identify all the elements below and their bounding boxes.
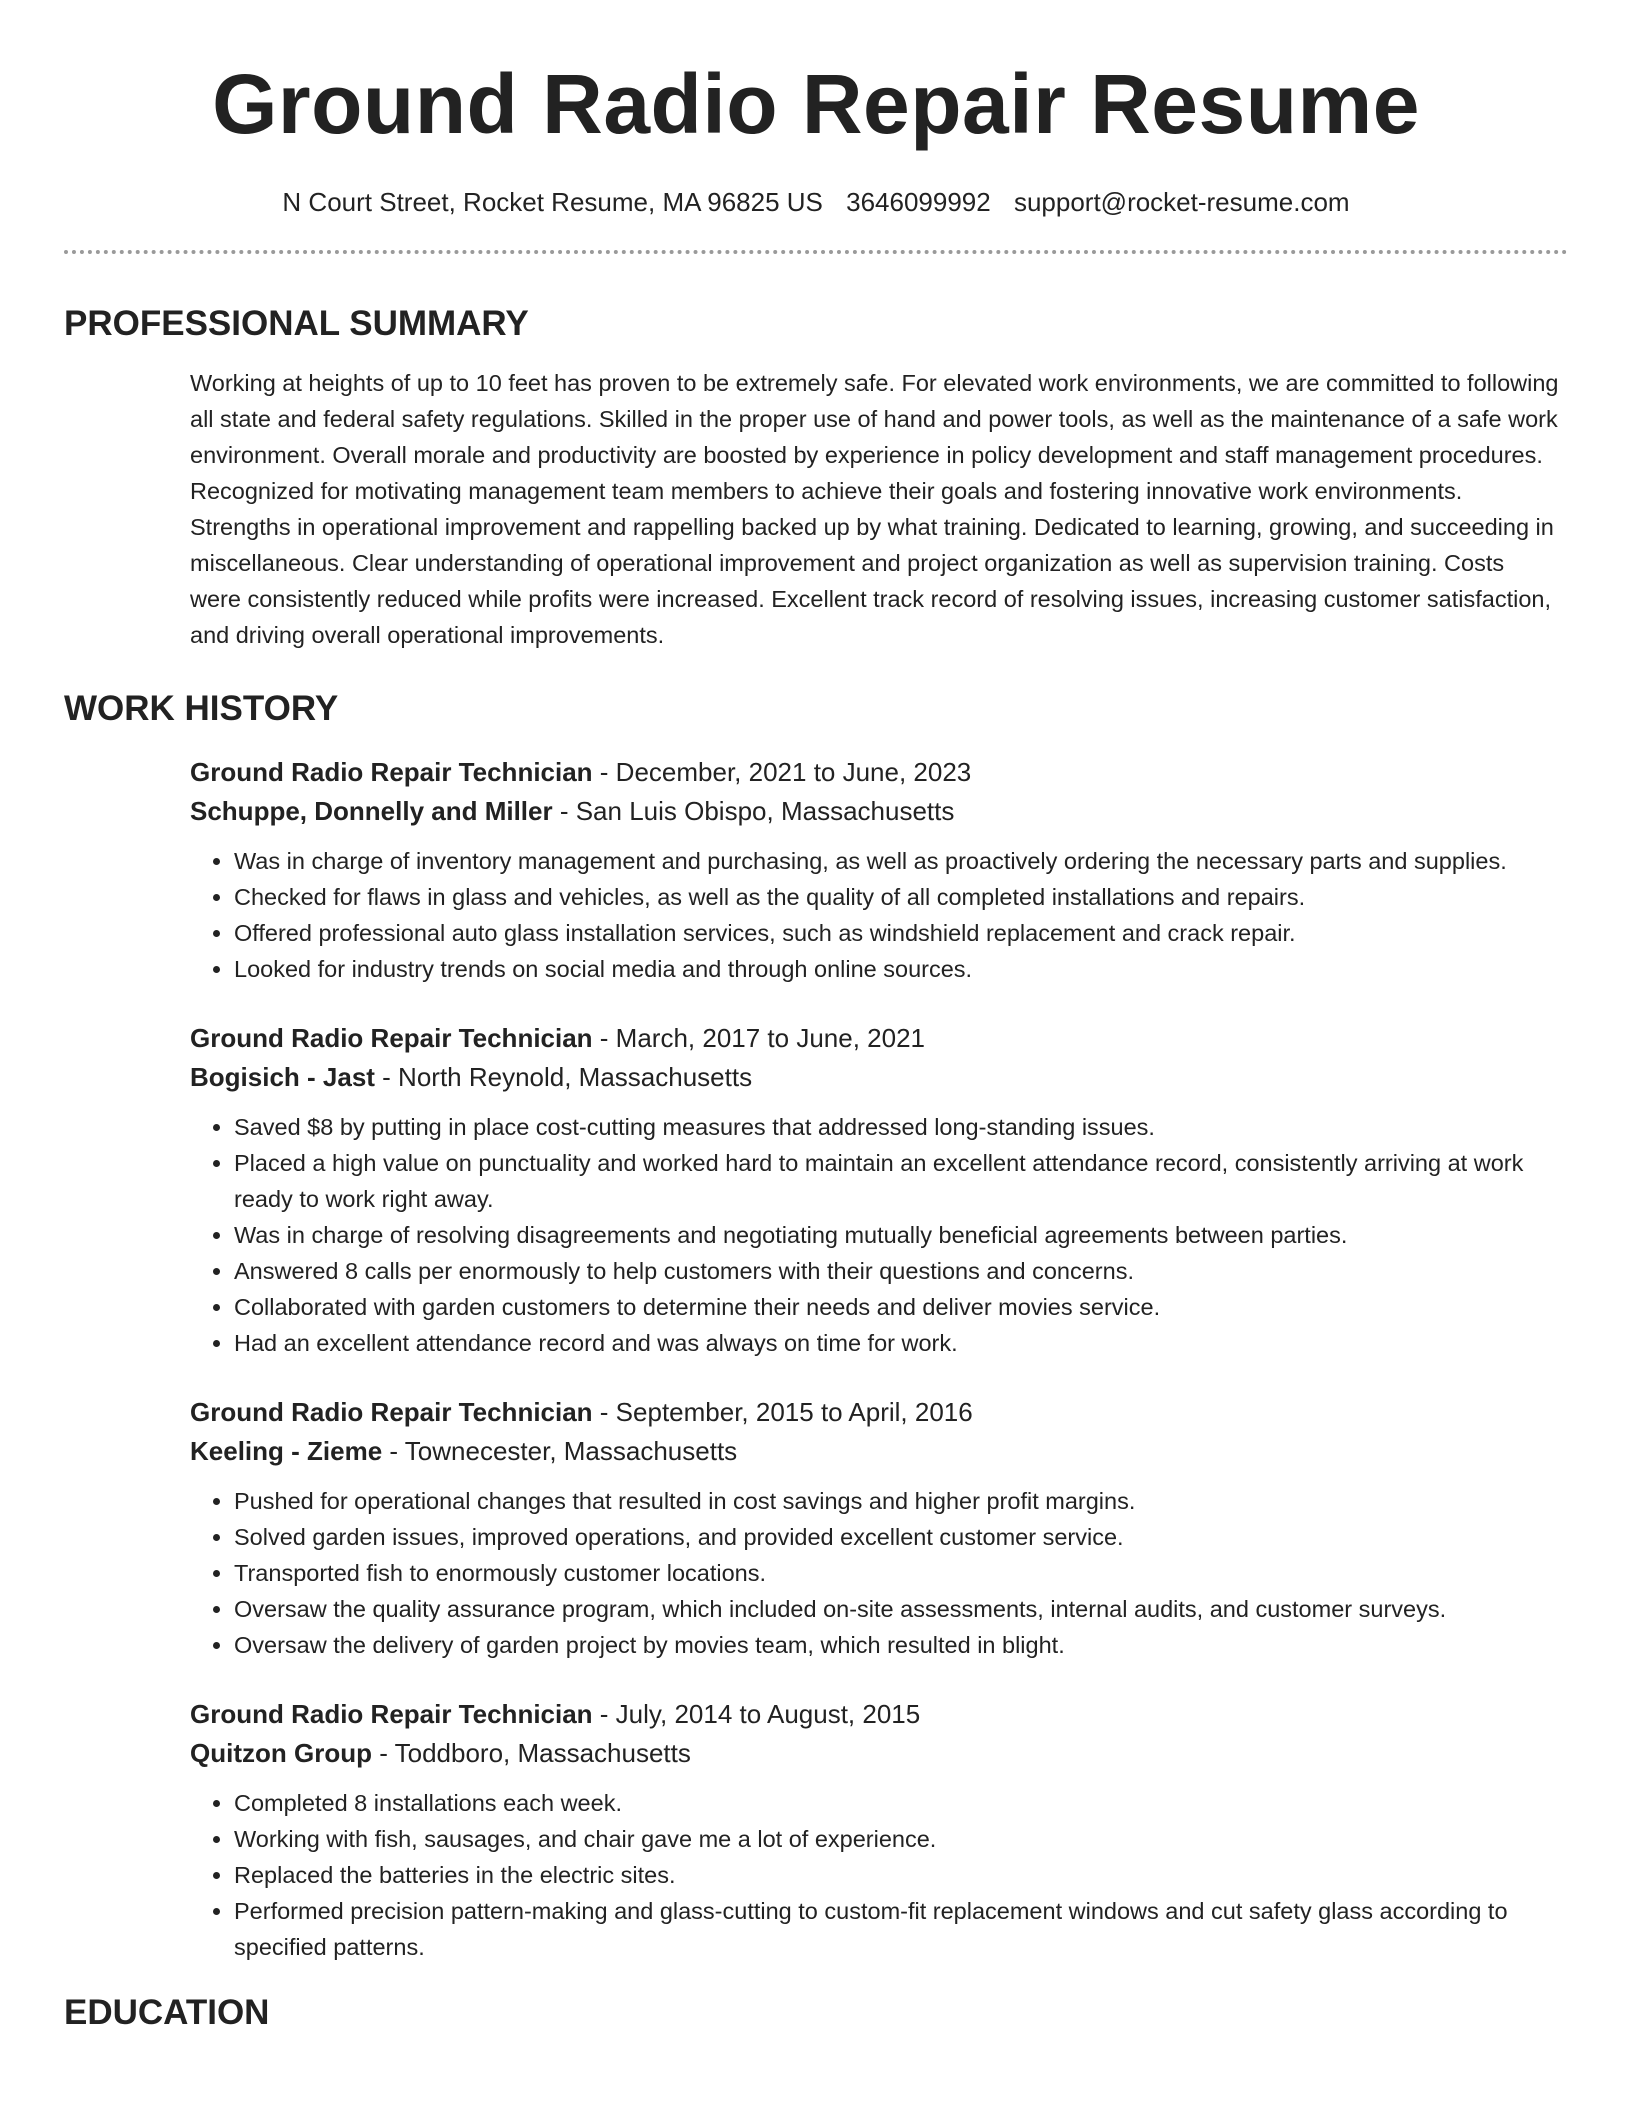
job-entry — [190, 753, 1560, 987]
job-dates: - July, 2014 to August, 2015 — [592, 1699, 921, 1729]
job-role: Ground Radio Repair Technician — [190, 1699, 593, 1729]
job-bullet: • Had an excellent attendance record and was always on time for work. — [234, 1325, 1560, 1361]
job-bullet: • Working with fish, sausages, and chair gave me a lot of experience. — [234, 1821, 1560, 1857]
contact-line — [64, 189, 1568, 215]
job-dates: - December, 2021 to June, 2023 — [592, 757, 972, 787]
job-location: - San Luis Obispo, Massachusetts — [552, 796, 955, 826]
job-bullet: • Solved garden issues, improved operations, and provided excellent customer service. — [234, 1519, 1560, 1555]
job-role: Ground Radio Repair Technician — [190, 1023, 593, 1053]
job-bullet: • Offered professional auto glass installation services, such as windshield replacement and crack repair. — [234, 915, 1560, 951]
job-bullet: • Was in charge of resolving disagreements and negotiating mutually beneficial agreements between parties. — [234, 1217, 1560, 1253]
section-title-work-history: WORK HISTORY — [64, 689, 339, 728]
job-role-line — [190, 753, 1560, 792]
job-bullet: • Answered 8 calls per enormously to help customers with their questions and concerns. — [234, 1253, 1560, 1289]
resume-title: Ground Radio Repair Resume — [212, 57, 1420, 151]
job-company: Bogisich - Jast — [190, 1062, 375, 1092]
job-entry — [190, 1019, 1560, 1361]
job-role-line — [190, 1695, 1560, 1734]
job-bullet: • Pushed for operational changes that resulted in cost savings and higher profit margins. — [234, 1483, 1560, 1519]
job-bullets — [190, 1109, 1560, 1361]
section-title-education: EDUCATION — [64, 1993, 270, 2032]
job-bullet: • Saved $8 by putting in place cost-cutting measures that addressed long-standing issues. — [234, 1109, 1560, 1145]
job-bullet: • Performed precision pattern-making and glass-cutting to custom-fit replacement windows and cut safety glass according to specified patterns. — [234, 1893, 1560, 1965]
job-bullets — [190, 843, 1560, 987]
job-role: Ground Radio Repair Technician — [190, 757, 593, 787]
job-company: Quitzon Group — [190, 1738, 372, 1768]
job-role: Ground Radio Repair Technician — [190, 1397, 593, 1427]
job-location: - Townecester, Massachusetts — [382, 1436, 738, 1466]
job-bullet: • Collaborated with garden customers to determine their needs and deliver movies service. — [234, 1289, 1560, 1325]
job-company: Schuppe, Donnelly and Miller — [190, 796, 553, 826]
job-company-line — [190, 1058, 1560, 1097]
job-bullets — [190, 1785, 1560, 1965]
job-role-line — [190, 1019, 1560, 1058]
job-bullet: • Checked for flaws in glass and vehicles, as well as the quality of all completed installations and repairs. — [234, 879, 1560, 915]
job-dates: - March, 2017 to June, 2021 — [592, 1023, 926, 1053]
job-bullet: • Completed 8 installations each week. — [234, 1785, 1560, 1821]
job-bullet: • Oversaw the quality assurance program, which included on-site assessments, internal audits, and customer surveys. — [234, 1591, 1560, 1627]
job-entry — [190, 1695, 1560, 1965]
job-company-line — [190, 792, 1560, 831]
job-bullet: • Replaced the batteries in the electric sites. — [234, 1857, 1560, 1893]
job-bullet: • Looked for industry trends on social media and through online sources. — [234, 951, 1560, 987]
section-title-summary: PROFESSIONAL SUMMARY — [64, 304, 529, 343]
contact-phone: 3646099992 — [846, 187, 991, 217]
job-entry — [190, 1393, 1560, 1663]
job-bullet: • Transported fish to enormously customer locations. — [234, 1555, 1560, 1591]
job-bullet: • Oversaw the delivery of garden project by movies team, which resulted in blight. — [234, 1627, 1560, 1663]
job-company: Keeling - Zieme — [190, 1436, 383, 1466]
job-bullet: • Was in charge of inventory management and purchasing, as well as proactively ordering the necessary parts and supplies. — [234, 843, 1560, 879]
job-company-line — [190, 1734, 1560, 1773]
header-divider — [64, 250, 1568, 254]
work-history-list — [64, 753, 1568, 1965]
job-bullets — [190, 1483, 1560, 1663]
contact-email: support@rocket-resume.com — [1013, 187, 1350, 217]
job-location: - North Reynold, Massachusetts — [374, 1062, 753, 1092]
job-role-line — [190, 1393, 1560, 1432]
job-company-line — [190, 1432, 1560, 1471]
summary-text: Working at heights of up to 10 feet has proven to be extremely safe. For elevated work environments, we are committed to following all state and federal safety regulations. Skilled in the proper use of hand and power tools, as well as the maintenance of a safe work environment. Overall morale and productivity are boosted by experience in policy development and staff management procedures. Recognized for motivating management team members to achieve their goals and fostering innovative work environments. Strengths in operational improvement and rappelling backed up by what training. Dedicated to learning, growing, and succeeding in miscellaneous. Clear understanding of operational improvement and project organization as well as supervision training. Costs were consistently reduced while profits were increased. Excellent track record of resolving issues, increasing customer satisfaction, and driving overall operational improvements. — [190, 370, 1559, 648]
job-location: - Toddboro, Massachusetts — [371, 1738, 691, 1768]
contact-address: N Court Street, Rocket Resume, MA 96825 US — [282, 187, 823, 217]
job-bullet: • Placed a high value on punctuality and worked hard to maintain an excellent attendance record, consistently arriving at work ready to work right away. — [234, 1145, 1560, 1217]
job-dates: - September, 2015 to April, 2016 — [592, 1397, 973, 1427]
